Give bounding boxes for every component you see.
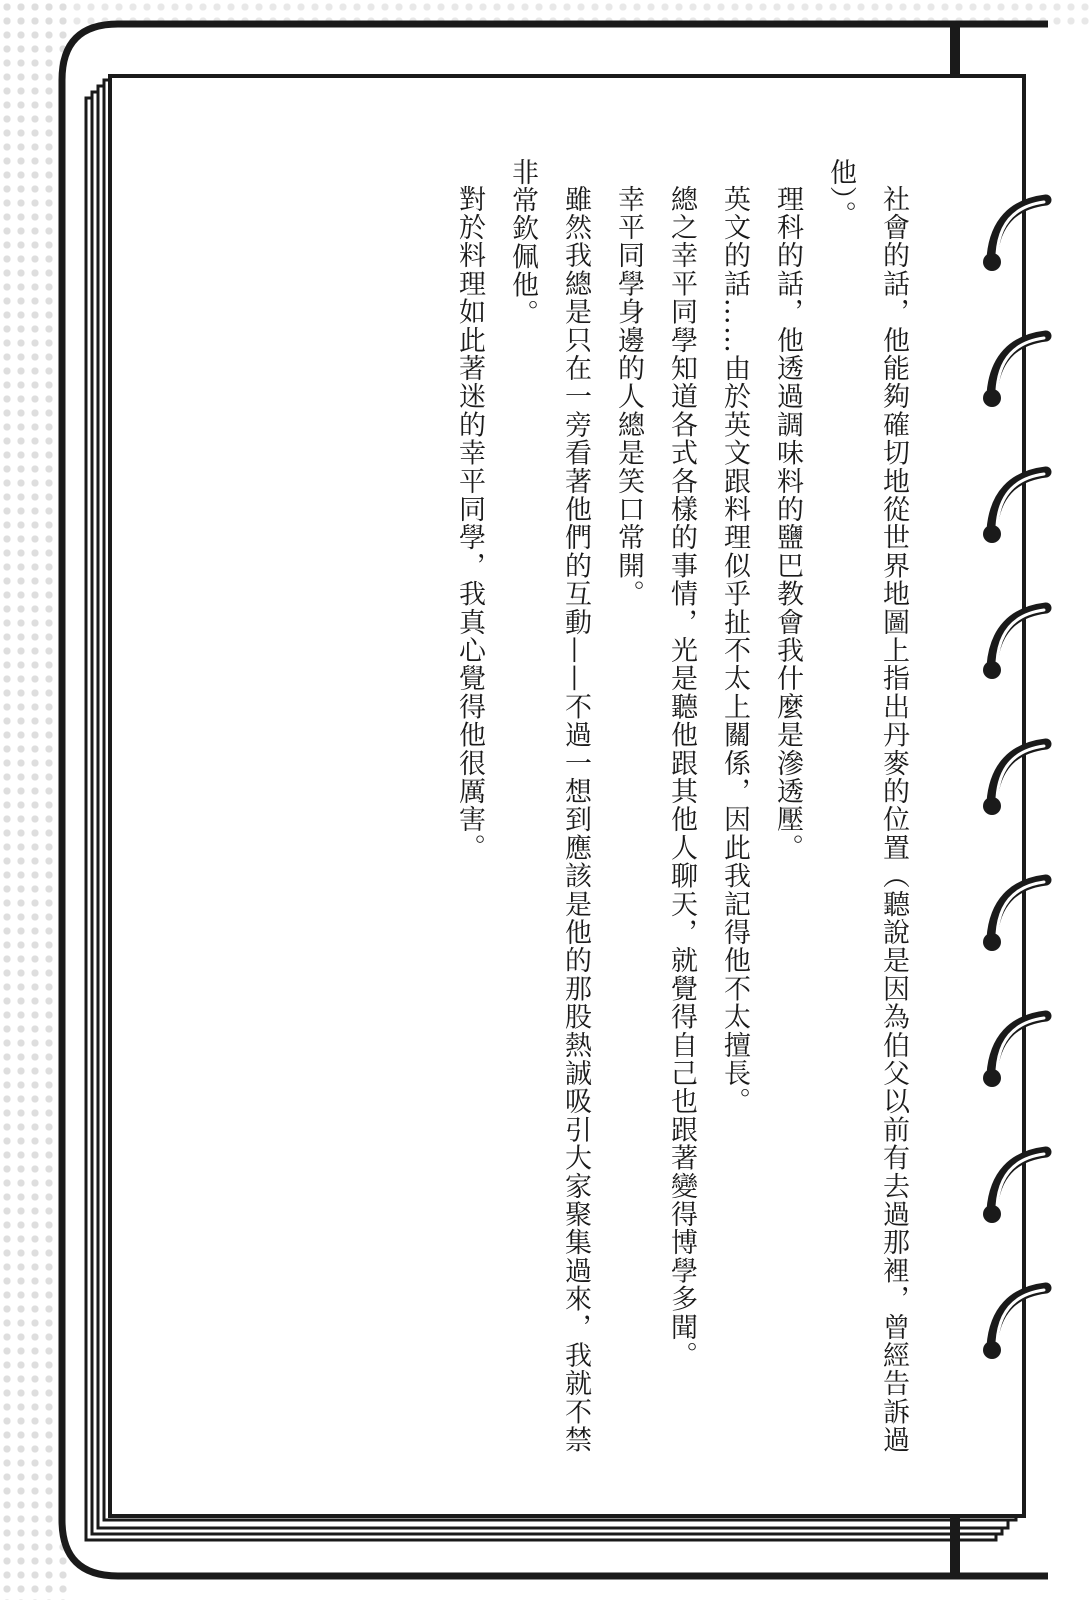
paragraph-conclusion: 對於料理如此著迷的幸平同學，我真心覺得他很厲害。 — [454, 185, 485, 862]
binding-strap-bottom — [950, 1518, 960, 1574]
vertical-text-body — [200, 158, 920, 1458]
paragraph-science: 理科的話，他透過調味料的鹽巴教會我什麼是滲透壓。 — [772, 185, 803, 862]
paragraph-english: 英文的話……由於英文跟料理似乎扯不太上關係，因此我記得他不太擅長。 — [719, 185, 750, 1116]
binding-strap-top — [950, 26, 960, 76]
paragraph-social: 社會的話，他能夠確切地從世界地圖上指出丹麥的位置（聽說是因為伯父以前有去過那裡，曾經告訴過他）。 — [825, 158, 909, 1454]
paragraph-smiles: 幸平同學身邊的人總是笑口常開。 — [613, 185, 644, 608]
paragraph-admiration: 雖然我總是只在一旁看著他們的互動——不過一想到應該是他的那股熱誠吸引大家聚集過來，我就不禁非常欽佩他。 — [507, 158, 591, 1454]
paragraph-knowledge: 總之幸平同學知道各式各樣的事情，光是聽他跟其他人聊天，就覺得自己也跟著變得博學多聞。 — [666, 185, 697, 1370]
